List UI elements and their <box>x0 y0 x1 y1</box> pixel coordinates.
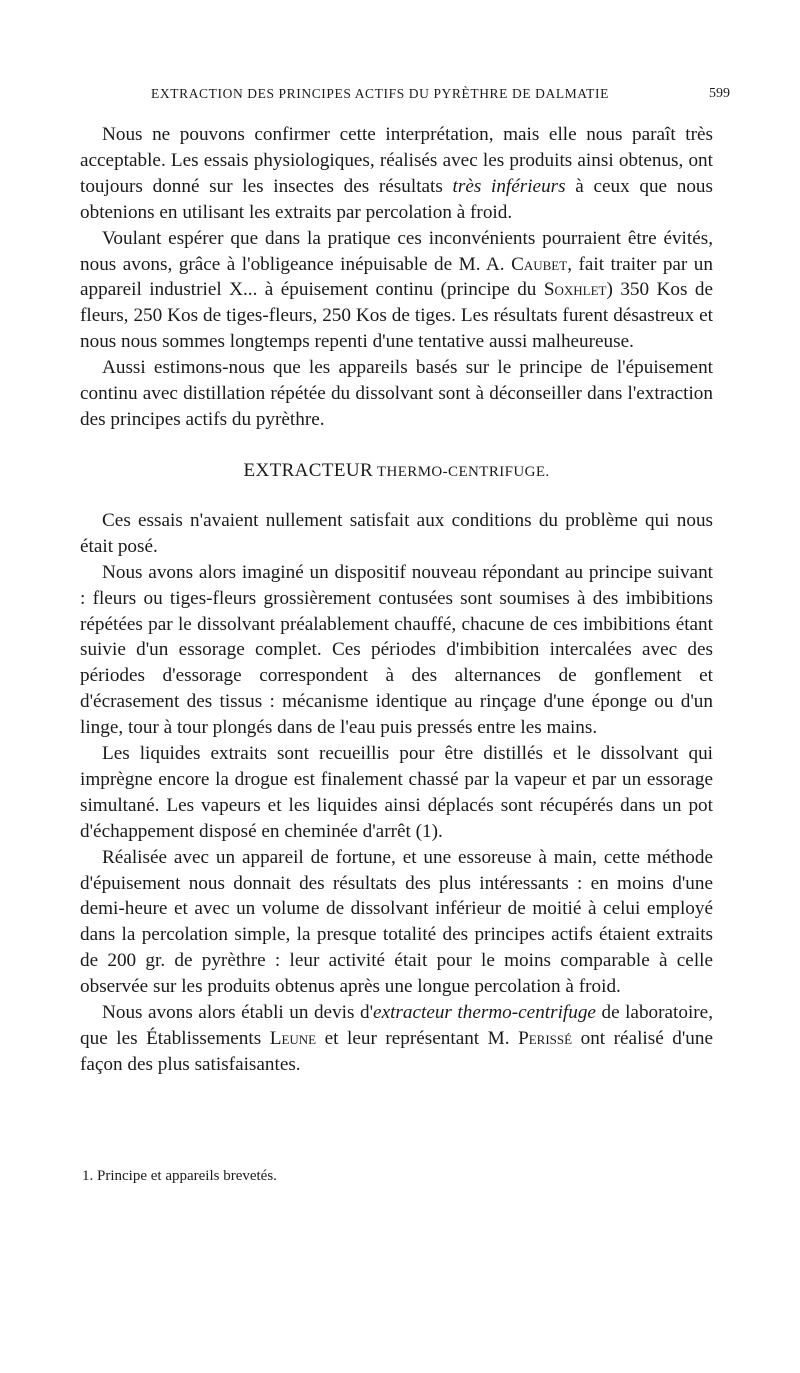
name-soxhlet: Soxhlet <box>543 279 607 301</box>
paragraph-2 <box>80 226 713 356</box>
paragraph-8 <box>80 1000 713 1078</box>
paragraph-1-tail: à ceux que nous obtenions en utilisant les extraits par percolation à froid. <box>80 175 713 223</box>
section-heading <box>80 460 713 483</box>
page-header <box>80 86 730 108</box>
name-perisse: Perissé <box>518 1028 573 1049</box>
paragraph-8-part-d: ont réalisé d'une façon des plus satisfaisantes. <box>80 1028 714 1075</box>
paragraph-8-emphasis: extracteur thermo-centrifuge <box>373 1002 596 1024</box>
section-heading-rest: THERMO-CENTRIFUGE. <box>373 463 550 480</box>
paragraph-6: Les liquides extraits sont recueillis pour être distillés et le dissolvant qui imprègne encore la drogue est finalement chassé par la vapeur et par un essorage simultané. Les vapeurs et les liquides ainsi déplacés sont récupérés dans un pot d'échappement disposé en cheminée d'arrêt (1). <box>80 743 713 842</box>
paragraph-7: Réalisée avec un appareil de fortune, et une essoreuse à main, cette méthode d'épuisement nous donnait des résultats des plus intéressants : en moins d'une demi-heure et avec un volume de dissolvant inférieur de moitié à celui employé dans la percolation simple, la presque totalité des principes actifs étaient extraits de 200 gr. de pyrèthre : leur activité était pour le moins comparable à celle observée sur les produits obtenus après une longue percolation à froid. <box>80 846 713 998</box>
name-caubet: Caubet <box>511 253 568 275</box>
section-heading-first-word: EXTRACTEUR <box>243 459 374 481</box>
paragraph-1-emphasis: très inférieurs <box>452 175 566 197</box>
main-text <box>80 122 713 1078</box>
paragraph-8-part-c: et leur représentant M. <box>316 1028 519 1049</box>
paragraph-2-part-c: ) 350 Kos de fleurs, 250 Kos de tiges-fleurs, 250 Kos de tiges. Les résultats furent désastreux et nous nous sommes longtemps repenti d'une tentative aussi malheureuse. <box>80 279 713 353</box>
footnote: 1. Principe et appareils brevetés. <box>82 1168 277 1184</box>
paragraph-2-part-a: Voulant espérer que dans la pratique ces inconvénients pourraient être évités, nous avons, grâce à l'obligeance inépuisable de M. A. <box>80 227 713 275</box>
name-leune: Leune <box>269 1028 317 1049</box>
paragraph-1 <box>80 122 713 226</box>
paragraph-2-part-b: , fait traiter par un appareil industriel X... à épuisement continu (principe du <box>80 253 713 301</box>
paragraph-3: Aussi estimons-nous que les appareils basés sur le principe de l'épuisement continu avec distillation répétée du dissolvant sont à déconseiller dans l'extraction des principes actifs du pyrèthre. <box>80 357 713 430</box>
paragraph-8-part-a: Nous avons alors établi un devis d' <box>102 1002 374 1024</box>
page-number: 599 <box>709 86 730 101</box>
paragraph-8-part-b: de laboratoire, que les Établissements <box>80 1002 713 1049</box>
running-title: EXTRACTION DES PRINCIPES ACTIFS DU PYRÈTHRE DE DALMATIE <box>151 86 609 101</box>
paragraph-4: Ces essais n'avaient nullement satisfait aux conditions du problème qui nous était posé. <box>80 509 713 557</box>
paragraph-5: Nous avons alors imaginé un dispositif nouveau répondant au principe suivant : fleurs ou tiges-fleurs grossièrement contusées sont soumises à des imbibitions répétées par le dissolvant préalablement chauffé, chacune de ces imbibitions étant suivie d'un essorage complet. Ces périodes d'imbibition intercalées avec des périodes d'essorage correspondent à des alternances de gonflement et d'écrasement des tissus : mécanisme identique au rinçage d'une éponge ou d'un linge, tour à tour plongés dans de l'eau puis pressés entre les mains. <box>80 561 713 739</box>
paragraph-1-text: Nous ne pouvons confirmer cette interprétation, mais elle nous paraît très acceptable. Les essais physiologiques, réalisés avec les produits ainsi obtenus, ont toujours donné sur les insectes des résultats <box>80 124 713 197</box>
